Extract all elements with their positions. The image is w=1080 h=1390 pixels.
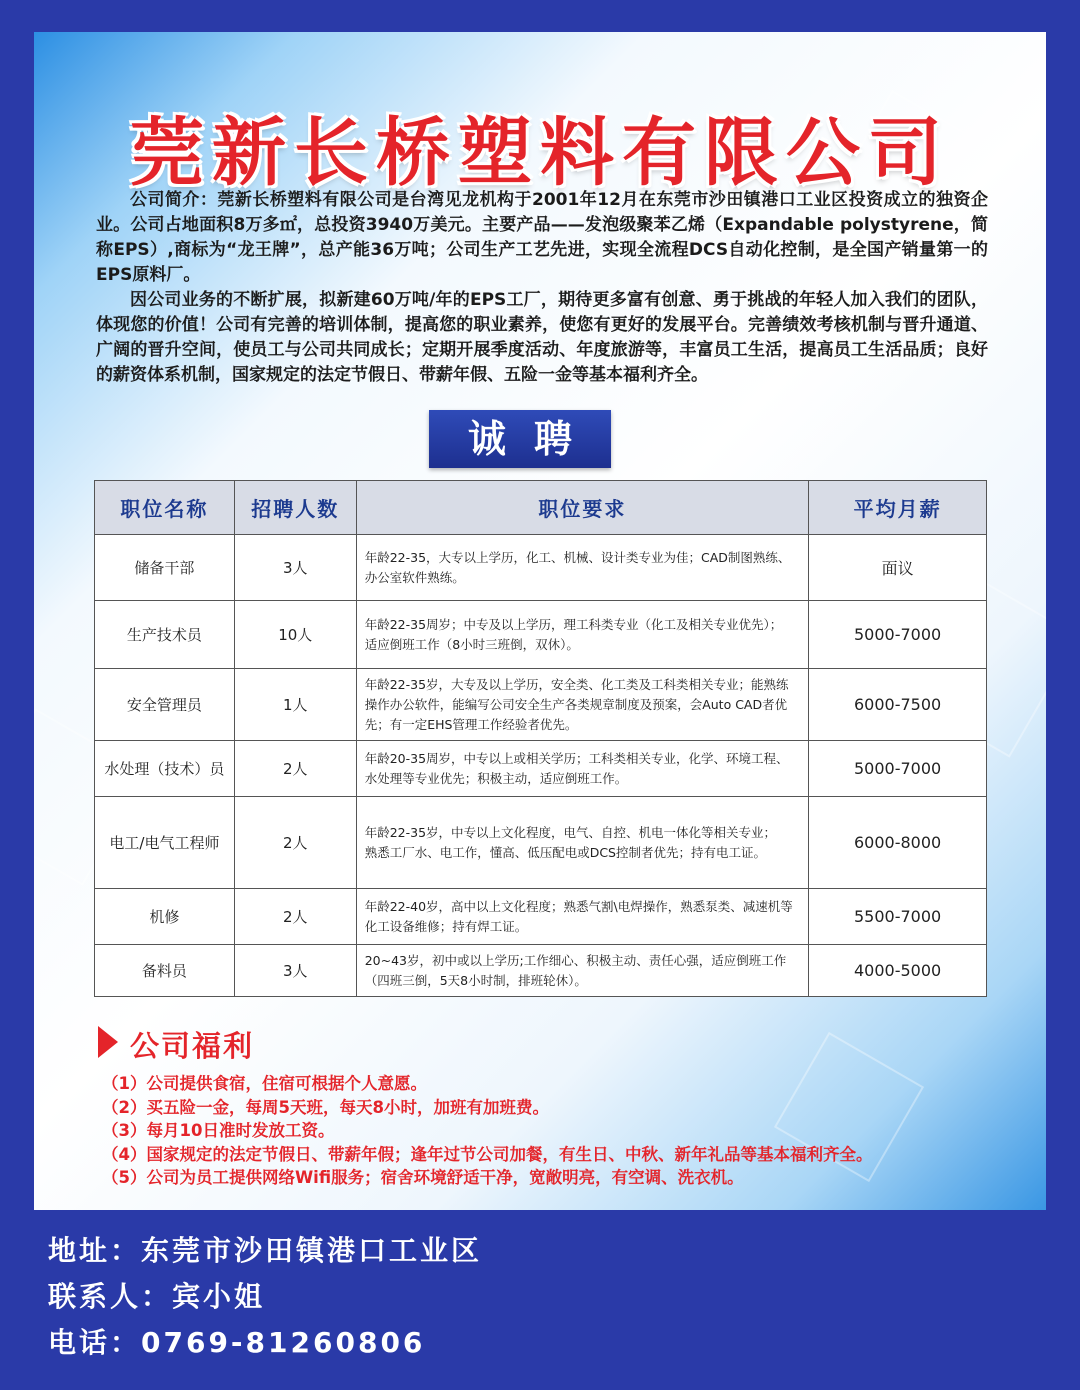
intro-paragraph-1: 公司简介：莞新长桥塑料有限公司是台湾见龙机构于2001年12月在东莞市沙田镇港口工业区投资成立的独资企业。公司占地面积8万多㎡，总投资3940万美元。主要产品——发泡级聚苯乙烯（Expandable polystyrene，简称EPS）,商标为“龙王牌”，总产能36万吨；公司生产工艺先进，实现全流程DCS自动化控制，是全国产销量第一的EPS原料厂。 bbox=[96, 190, 988, 285]
cell-count: 3人 bbox=[234, 945, 356, 997]
table-row bbox=[95, 741, 987, 797]
cell-requirements bbox=[356, 945, 808, 997]
cell-position: 电工/电气工程师 bbox=[95, 797, 235, 889]
req-line: 年龄22-35岁，大专及以上学历，安全类、化工类及工科类相关专业；能熟练操作办公软件，能编写公司安全生产各类规章制度及预案，会Auto CAD者优先；有一定EHS管理工作经验者优先。 bbox=[364, 676, 789, 732]
cell-requirements bbox=[356, 889, 808, 945]
company-title: 莞新长桥塑料有限公司 bbox=[130, 110, 950, 196]
cell-count: 1人 bbox=[234, 669, 356, 741]
list-item: （2）买五险一金，每周5天班，每天8小时，加班有加班费。 bbox=[102, 1097, 549, 1117]
table-row bbox=[95, 889, 987, 945]
req-line: 年龄22-35岁，中专以上文化程度，电气、自控、机电一体化等相关专业； bbox=[364, 824, 777, 840]
req-line: 年龄22-40岁，高中以上文化程度；熟悉气割\电焊操作，熟悉泵类、减速机等化工设备维修；持有焊工证。 bbox=[364, 898, 793, 934]
list-item: （5）公司为员工提供网络Wifi服务；宿舍环境舒适干净，宽敞明亮，有空调、洗衣机。 bbox=[102, 1168, 744, 1187]
intro-paragraph-2: 因公司业务的不断扩展，拟新建60万吨/年的EPS工厂，期待更多富有创意、勇于挑战的年轻人加入我们的团队，体现您的价值！公司有完善的培训体制，提高您的职业素养，使您有更好的发展平台。完善绩效考核机制与晋升通道、广阔的晋升空间，使员工与公司共同成长；定期开展季度活动、年度旅游等，丰富员工生活，提高员工生活品质；良好的薪资体系机制，国家规定的法定节假日、带薪年假、五险一金等基本福利齐全。 bbox=[96, 290, 988, 385]
list-item: （3）每月10日准时发放工资。 bbox=[102, 1121, 335, 1140]
address-line: 地址：东莞市沙田镇港口工业区 bbox=[48, 1234, 483, 1267]
header-requirements: 职位要求 bbox=[356, 481, 808, 535]
phone-line: 电话：0769-81260806 bbox=[48, 1326, 426, 1359]
header-position: 职位名称 bbox=[95, 481, 235, 535]
cell-count: 2人 bbox=[234, 797, 356, 889]
cell-salary: 4000-5000 bbox=[809, 945, 987, 997]
welfare-title: 公司福利 bbox=[130, 1029, 255, 1063]
list-item: （4）国家规定的法定节假日、带薪年假；逢年过节公司加餐，有生日、中秋、新年礼品等基本福利齐全。 bbox=[102, 1144, 873, 1164]
cell-requirements bbox=[356, 669, 808, 741]
contact-line: 联系人：宾小姐 bbox=[48, 1280, 266, 1313]
welfare-list bbox=[102, 1072, 1002, 1190]
cell-position: 机修 bbox=[95, 889, 235, 945]
cell-requirements bbox=[356, 601, 808, 669]
cell-salary: 6000-8000 bbox=[809, 797, 987, 889]
cell-requirements bbox=[356, 535, 808, 601]
triangle-right-icon bbox=[98, 1026, 118, 1058]
cell-position: 安全管理员 bbox=[95, 669, 235, 741]
req-line: 20~43岁，初中或以上学历;工作细心、积极主动、责任心强，适应倒班工作（四班三倒，5天8小时制，排班轮休）。 bbox=[364, 952, 787, 988]
jobs-table bbox=[94, 480, 987, 997]
cell-count: 2人 bbox=[234, 889, 356, 945]
table-header-row bbox=[95, 481, 987, 535]
req-line: 年龄22-35，大专以上学历，化工、机械、设计类专业为佳；CAD制图熟练、办公室软件熟练。 bbox=[364, 549, 791, 585]
table-row bbox=[95, 601, 987, 669]
recruit-badge: 诚聘 bbox=[429, 410, 611, 468]
req-line: 年龄22-35周岁；中专及以上学历，理工科类专业（化工及相关专业优先）； bbox=[364, 616, 783, 632]
contact-footer bbox=[48, 1228, 482, 1366]
header-salary: 平均月薪 bbox=[809, 481, 987, 535]
poster-content-area bbox=[34, 32, 1046, 1210]
cell-salary: 5500-7000 bbox=[809, 889, 987, 945]
req-line: 熟悉工厂水、电工作，懂高、低压配电或DCS控制者优先；持有电工证。 bbox=[364, 844, 766, 860]
req-line: 适应倒班工作（8小时三班倒，双休）。 bbox=[364, 636, 579, 652]
cell-count: 3人 bbox=[234, 535, 356, 601]
req-line: 年龄20-35周岁，中专以上或相关学历；工科类相关专业，化学、环境工程、水处理等专业优先；积极主动，适应倒班工作。 bbox=[364, 750, 789, 786]
cell-requirements bbox=[356, 797, 808, 889]
cell-salary: 6000-7500 bbox=[809, 669, 987, 741]
table-row bbox=[95, 797, 987, 889]
list-item: （1）公司提供食宿，住宿可根据个人意愿。 bbox=[102, 1074, 427, 1093]
table-row bbox=[95, 669, 987, 741]
cell-position: 水处理（技术）员 bbox=[95, 741, 235, 797]
company-intro bbox=[96, 188, 988, 388]
cell-count: 10人 bbox=[234, 601, 356, 669]
cell-salary: 5000-7000 bbox=[809, 601, 987, 669]
cell-requirements bbox=[356, 741, 808, 797]
header-count: 招聘人数 bbox=[234, 481, 356, 535]
cell-salary: 5000-7000 bbox=[809, 741, 987, 797]
cell-count: 2人 bbox=[234, 741, 356, 797]
cell-position: 备料员 bbox=[95, 945, 235, 997]
cell-position: 储备干部 bbox=[95, 535, 235, 601]
cell-position: 生产技术员 bbox=[95, 601, 235, 669]
table-row bbox=[95, 945, 987, 997]
table-row bbox=[95, 535, 987, 601]
cell-salary: 面议 bbox=[809, 535, 987, 601]
